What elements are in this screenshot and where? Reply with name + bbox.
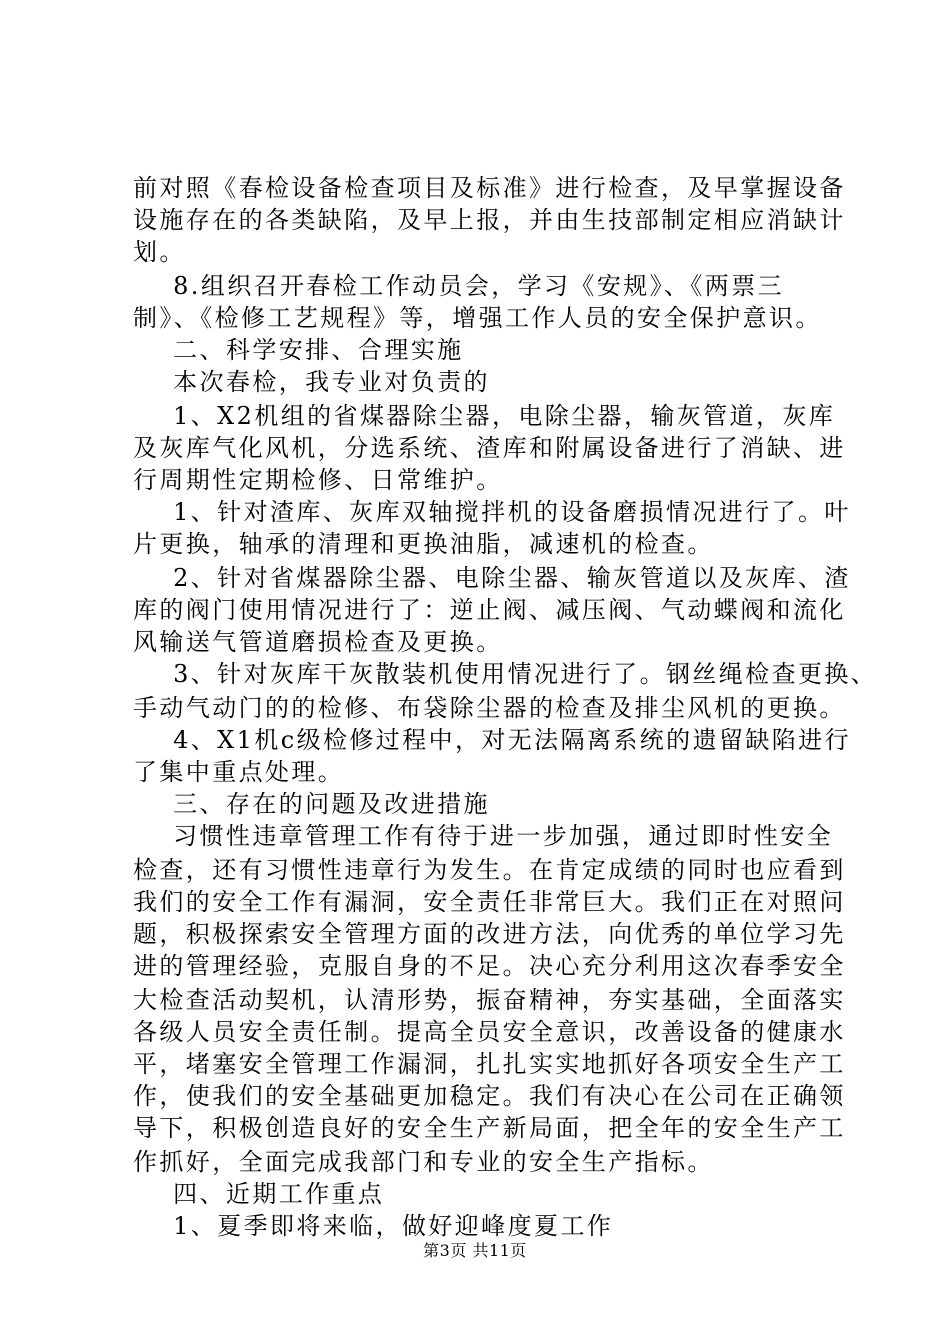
section-heading: 二、科学安排、合理实施 xyxy=(133,336,464,364)
text-line: 题，积极探索安全管理方面的改进方法，向优秀的单位学习先 xyxy=(133,920,846,948)
text-line: 2、针对省煤器除尘器、电除尘器、输灰管道以及灰库、渣 xyxy=(133,564,851,592)
text-line: 各级人员安全责任制。提高全员安全意识，改善设备的健康水 xyxy=(133,1018,846,1046)
text-line: 1、X2机组的省煤器除尘器，电除尘器，输灰管道，灰库 xyxy=(133,402,836,430)
text-line: 片更换，轴承的清理和更换油脂，减速机的检查。 xyxy=(133,530,714,558)
text-line: 及灰库气化风机，分选系统、渣库和附属设备进行了消缺、进 xyxy=(133,434,846,462)
text-line: 1、针对渣库、灰库双轴搅拌机的设备磨损情况进行了。叶 xyxy=(133,498,851,526)
text-line: 4、X1机c级检修过程中，对无法隔离系统的遗留缺陷进行 xyxy=(133,726,851,754)
text-line: 制》、《检修工艺规程》等，增强工作人员的安全保护意识。 xyxy=(133,304,822,332)
text-line: 设施存在的各类缺陷，及早上报，并由生技部制定相应消缺计 xyxy=(133,206,846,234)
text-line: 平，堵塞安全管理工作漏洞，扎扎实实地抓好各项安全生产工 xyxy=(133,1050,846,1078)
text-line: 行周期性定期检修、日常维护。 xyxy=(133,466,503,494)
text-line: 进的管理经验，克服自身的不足。决心充分利用这次春季安全 xyxy=(133,952,846,980)
text-line: 检查，还有习惯性违章行为发生。在肯定成绩的同时也应看到 xyxy=(133,856,846,884)
text-line: 前对照《春检设备检查项目及标准》进行检查，及早掌握设备 xyxy=(133,174,846,202)
section-heading: 四、近期工作重点 xyxy=(133,1180,385,1208)
text-line: 3、针对灰库干灰散装机使用情况进行了。钢丝绳检查更换、 xyxy=(133,660,878,688)
text-line: 我们的安全工作有漏洞，安全责任非常巨大。我们正在对照问 xyxy=(133,888,846,916)
text-line: 大检查活动契机，认清形势，振奋精神，夯实基础，全面落实 xyxy=(133,986,846,1014)
text-line: 作，使我们的安全基础更加稳定。我们有决心在公司在正确领 xyxy=(133,1082,846,1110)
text-line: 作抓好，全面完成我部门和专业的安全生产指标。 xyxy=(133,1148,714,1176)
text-line: 了集中重点处理。 xyxy=(133,758,345,786)
text-line: 本次春检，我专业对负责的 xyxy=(133,368,490,396)
text-line: 导下，积极创造良好的安全生产新局面，把全年的安全生产工 xyxy=(133,1114,846,1142)
page-number-footer: 第3页 共11页 xyxy=(423,1241,527,1260)
text-line: 1、夏季即将来临，做好迎峰度夏工作 xyxy=(133,1212,614,1240)
text-line: 库的阀门使用情况进行了：逆止阀、减压阀、气动蝶阀和流化 xyxy=(133,596,846,624)
section-heading: 三、存在的问题及改进措施 xyxy=(133,790,490,818)
text-line: 习惯性违章管理工作有待于进一步加强，通过即时性安全 xyxy=(133,822,834,850)
text-line: 划。 xyxy=(133,238,186,266)
text-line: 手动气动门的的检修、布袋除尘器的检查及排尘风机的更换。 xyxy=(133,694,846,722)
text-line: 8.组织召开春检工作动员会，学习《安规》、《两票三 xyxy=(133,272,785,300)
text-line: 风输送气管道磨损检查及更换。 xyxy=(133,628,503,656)
